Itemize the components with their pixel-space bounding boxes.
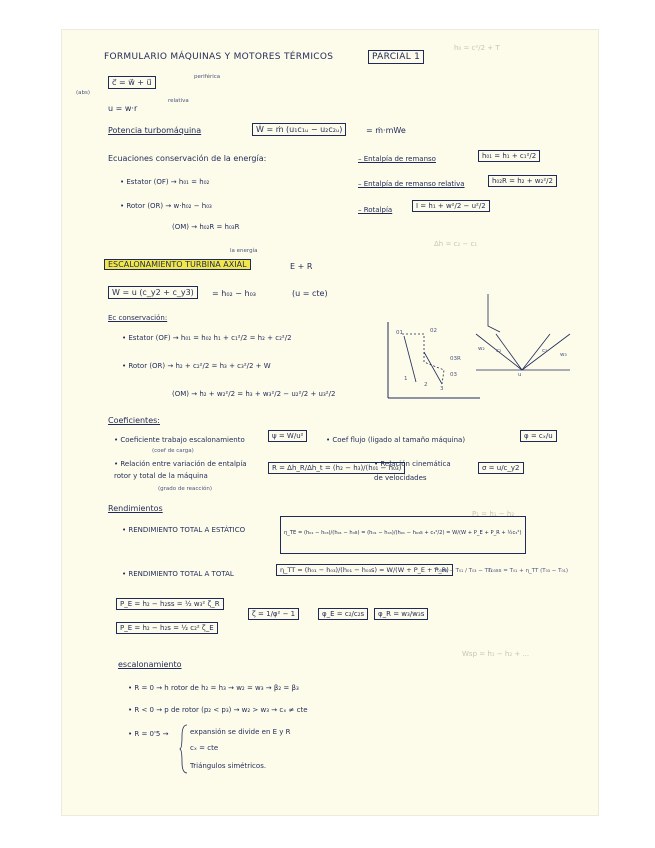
work-equation-3: (u = cte) (292, 289, 328, 298)
triangle-label-w2: w₂ (478, 346, 485, 352)
carga-note: (coef de carga) (152, 448, 194, 454)
bleed-through-text: Wsp = h₁ − h₂ + ... (462, 650, 530, 658)
r05-a: expansión se divide en E y R (190, 728, 291, 736)
rneg-line: • R < 0 → p de rotor (p₂ < p₃) → w₂ > w₃ → cₓ ≠ cte (128, 706, 308, 714)
r0-line: • R = 0 → h rotor de h₂ = h₃ → w₂ = w₃ → β₂ = β₃ (128, 684, 299, 692)
ts-equation: η_TE = (h₀₁ − h₀₃)/(h₀₁ − h₃s) = (h₀₁ − h₀₃)/(h₀₁ − h₀₃s + c₃²/2) = W/(W + P_E + P_R + ½c₃²) (284, 530, 522, 536)
triangle-label-w3: w₃ (560, 352, 567, 358)
triangle-label-u: u (518, 372, 522, 378)
entalpia-relativa-eq: h₀₂R = h₂ + w₂²/2 (488, 175, 557, 187)
rotalpia-label: – Rotalpía (358, 206, 393, 214)
rotor-om-eq: (OM) → h₀₂R = h₀₃R (172, 223, 240, 231)
entalpia-remanso-label: – Entalpía de remanso (358, 155, 436, 163)
zeta-equation: ζ = 1/φ² − 1 (248, 608, 299, 620)
triangle-label-c2: c₂ (496, 348, 502, 354)
reaccion-label-2: rotor y total de la máquina (114, 472, 208, 480)
abs-label: (abs) (76, 90, 91, 96)
axial-rotor-om-eq: (OM) → h₂ + w₂²/2 = h₃ + w₃²/2 − u₂²/2 + u₃²/2 (172, 390, 336, 398)
note-periferica: periférica (194, 74, 221, 80)
diagram-label-1: 1 (404, 376, 408, 382)
pc-equation: P_E = h₂ − h₂s = ½ c₂² ζ_E (116, 622, 218, 634)
bleed-through-text: P₁ = h₁ − h₂ (472, 510, 515, 518)
energia-note: la energía (230, 248, 258, 254)
entalpia-remanso-eq: h₀₁ = h₁ + c₁²/2 (478, 150, 540, 162)
note-relativa: relativa (168, 98, 189, 104)
tt-side-eq-1: T₀₃ss − T₀₁ / T₀₃ − T₀₁ (434, 568, 493, 574)
reaccion-eq: R = Δh_R/Δh_t = (h₂ − h₃)/(h₀₁ − h₀₃) (268, 462, 405, 474)
reaccion-label: • Relación entre variación de entalpía (114, 460, 247, 468)
diagram-label-03: 03 (450, 372, 457, 378)
bleed-through-text: h₀ = c²/2 + T (454, 44, 500, 52)
diagram-label-3: 3 (440, 386, 444, 392)
axial-rotor-eq: • Rotor (OR) → h₂ + c₂²/2 = h₃ + c₃²/2 + W (122, 362, 271, 370)
rotalpia-eq: I = h₁ + w²/2 − u²/2 (412, 200, 490, 212)
carga-eq: ψ = W/u² (268, 430, 307, 442)
reaccion-note: (grado de reacción) (158, 486, 212, 492)
axial-title: ESCALONAMIENTO TURBINA AXIAL (104, 259, 251, 270)
cinematica-eq: σ = u/c_y2 (478, 462, 524, 474)
cinematica-label-2: de velocidades (374, 474, 427, 482)
brace (180, 724, 188, 774)
diagram-label-03r: 03R (450, 356, 461, 362)
flujo-eq: φ = cₓ/u (520, 430, 557, 442)
tt-equation: η_TT = (h₀₁ − h₀₃)/(h₀₁ − h₀₃s) = W/(W + P_E + P_R) (276, 564, 453, 576)
entalpia-relativa-label: – Entalpía de remanso relativa (358, 180, 465, 188)
ts-label: • RENDIMIENTO TOTAL A ESTÁTICO (122, 526, 246, 534)
tt-label: • RENDIMIENTO TOTAL A TOTAL (122, 570, 234, 578)
rendimientos-title: Rendimientos (108, 504, 163, 513)
work-equation: W = u (c_y2 + c_y3) (108, 286, 198, 299)
phi-r-equation: φ_R = w₃/w₃s (374, 608, 428, 620)
r05-b: cₓ = cte (190, 744, 219, 752)
work-equation-2: = h₀₂ − h₀₃ (212, 289, 257, 298)
velocity-equation: c⃗ = w⃗ + u⃗ (108, 76, 156, 89)
u-equation: u = w·r (108, 104, 138, 113)
conservacion-label: Ecuaciones conservación de la energía: (108, 154, 267, 163)
r05-line: • R = 0'5 → (128, 730, 169, 738)
tt-side-eq-2: T₀₃ss = T₀₁ + η_TT (T₀₃ − T₀₁) (488, 568, 569, 574)
r05-c: Triángulos simétricos. (190, 762, 267, 770)
phi-e-equation: φ_E = c₂/c₂s (318, 608, 368, 620)
triangle-label-c3: c₃ (542, 348, 548, 354)
rotor-eq: • Rotor (OR) → w·h₀₂ − h₀₃ (120, 202, 212, 210)
velocity-triangles-lower (476, 330, 572, 380)
cinematica-label: • Relación cinemática (374, 460, 451, 468)
axial-estator-eq: • Estator (OF) → h₀₁ = h₀₂ h₁ + c₁²/2 = h₂ + c₂²/2 (122, 334, 292, 342)
notes-page (62, 30, 598, 815)
coeficientes-title: Coeficientes: (108, 416, 160, 425)
axial-title-note: E + R (290, 262, 313, 271)
potencia-equation: Ẇ = ṁ (u₁c₁ᵤ − u₂c₂ᵤ) (252, 123, 346, 136)
diagram-label-2: 2 (424, 382, 428, 388)
axial-conservacion-label: Ec conservación: (108, 314, 168, 322)
potencia-equation-2: = ṁ·mWe (366, 126, 406, 135)
pe-equation: P_E = h₂ − h₂ss = ½ w₃² ζ_R (116, 598, 224, 610)
estator-eq: • Estator (OF) → h₀₁ = h₀₂ (120, 178, 210, 186)
escalonamiento-title: escalonamiento (118, 660, 182, 669)
page-title: FORMULARIO MÁQUINAS Y MOTORES TÉRMICOS (104, 52, 334, 62)
bleed-through-text: Δh = c₂ − c₁ (434, 240, 478, 248)
flujo-label: • Coef flujo (ligado al tamaño máquina) (326, 436, 466, 444)
diagram-label-02: 02 (430, 328, 437, 334)
diagram-label-01: 01 (396, 330, 403, 336)
parcial-tag: PARCIAL 1 (368, 50, 424, 64)
potencia-label: Potencia turbomáquina (108, 126, 202, 135)
carga-label: • Coeficiente trabajo escalonamiento (114, 436, 245, 444)
